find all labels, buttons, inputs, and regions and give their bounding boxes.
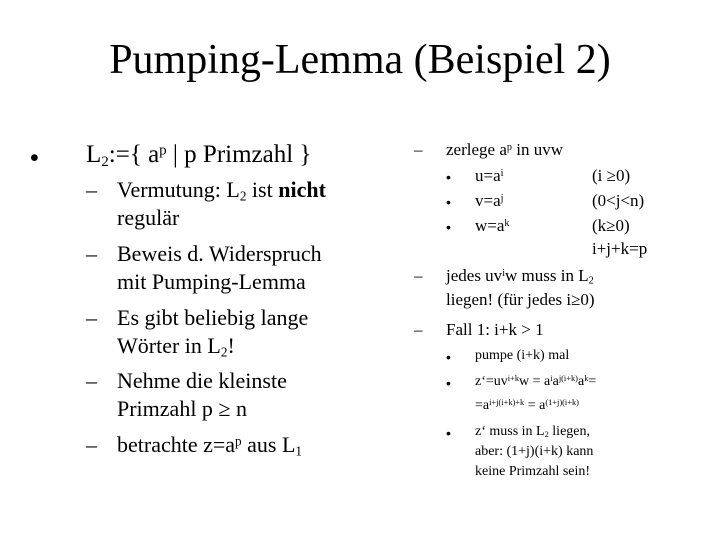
dash-marker: –	[414, 320, 423, 339]
bold-text: nicht	[278, 177, 326, 202]
def-u	[475, 166, 503, 186]
left-item-vermutung	[117, 177, 326, 203]
left-item-betrachte	[117, 432, 302, 458]
text: Vermutung: L	[117, 177, 240, 202]
text: aus L	[241, 432, 296, 457]
text: liegen,	[548, 424, 591, 439]
level3-bullet: •	[446, 425, 451, 441]
subscript: 1	[295, 443, 302, 459]
text: a	[552, 374, 559, 389]
text: betrachte z=a	[117, 432, 236, 457]
left-item-beweis: Beweis d. Widerspruch	[117, 241, 322, 266]
dash-marker: –	[86, 368, 97, 393]
right-item-jedes-line2: liegen! (für jedes i≥0)	[446, 290, 595, 309]
right-item-zerlege	[446, 140, 563, 160]
sub-item-conclusion	[475, 423, 590, 441]
superscript: j	[500, 192, 504, 204]
text: in uvw	[511, 140, 563, 159]
text: !	[227, 333, 235, 358]
text: a	[577, 374, 585, 389]
superscript: i	[550, 373, 553, 383]
right-item-fall: Fall 1: i+k > 1	[446, 320, 544, 339]
text: w=a	[475, 216, 505, 235]
text: zerlege a	[446, 140, 507, 159]
sub-item-z-formula	[475, 373, 596, 391]
text: z‘ muss in L	[475, 424, 545, 439]
text: =	[588, 374, 597, 389]
dash-marker: –	[86, 305, 97, 330]
def-u-condition: (i ≥0)	[592, 166, 631, 185]
level3-bullet: •	[446, 194, 451, 210]
level3-bullet: •	[446, 219, 451, 235]
dash-marker: –	[86, 432, 97, 457]
level1-bullet: •	[30, 144, 39, 172]
text: jedes uv	[446, 266, 503, 285]
def-w	[475, 216, 510, 236]
text: u=a	[475, 166, 501, 185]
lang-mid: :={ a	[108, 141, 160, 168]
text: = a	[524, 398, 546, 413]
superscript: p	[235, 433, 242, 449]
sub-item-conclusion-line3: keine Primzahl sein!	[475, 464, 591, 479]
level3-bullet: •	[446, 375, 451, 391]
subscript: 2	[544, 430, 549, 440]
superscript: p	[506, 141, 512, 153]
left-item-nehme-line2: Primzahl p ≥ n	[117, 396, 248, 421]
text: =a	[475, 398, 490, 413]
level3-bullet: •	[446, 349, 451, 365]
left-item-beweis-line2: mit Pumping-Lemma	[117, 269, 306, 294]
subscript: 2	[588, 275, 594, 287]
text: ist	[246, 177, 279, 202]
superscript: i	[500, 167, 504, 179]
def-v	[475, 191, 503, 211]
superscript: (1+j)(i+k)	[545, 397, 579, 407]
superscript: i+j(i+k)+k	[489, 397, 525, 407]
left-item-vermutung-line2: regulär	[117, 205, 180, 230]
def-w-condition: (k≥0)	[592, 216, 630, 235]
text: z‘=uv	[475, 374, 508, 389]
dash-marker: –	[414, 140, 423, 159]
text: w = a	[519, 374, 551, 389]
lang-subscript: 2	[101, 153, 109, 170]
lang-suffix: | p Primzahl }	[166, 141, 312, 168]
superscript: i+k	[507, 373, 520, 383]
language-definition	[86, 140, 311, 170]
text: Wörter in L	[117, 333, 221, 358]
text: w muss in L	[505, 266, 589, 285]
right-item-jedes	[446, 266, 594, 286]
slide-title: Pumping-Lemma (Beispiel 2)	[109, 37, 611, 83]
sub-item-z-formula-line2	[475, 397, 579, 415]
left-item-es-gibt-line2	[117, 333, 235, 359]
lang-superscript: p	[159, 142, 167, 159]
superscript: k	[504, 217, 510, 229]
left-item-nehme: Nehme die kleinste	[117, 368, 287, 393]
level3-bullet: •	[446, 169, 451, 185]
def-v-condition: (0<j<n)	[592, 191, 645, 210]
sub-item-pumpe: pumpe (i+k) mal	[475, 348, 570, 363]
superscript: k	[584, 373, 589, 383]
dash-marker: –	[86, 177, 97, 202]
text: v=a	[475, 191, 501, 210]
lang-prefix: L	[86, 141, 102, 168]
def-sum: i+j+k=p	[592, 239, 648, 258]
superscript: i	[502, 267, 506, 279]
left-item-es-gibt: Es gibt beliebig lange	[117, 305, 309, 330]
subscript: 2	[239, 188, 247, 204]
dash-marker: –	[86, 241, 97, 266]
superscript: j(i+k)	[558, 373, 578, 383]
dash-marker: –	[414, 266, 423, 285]
subscript: 2	[220, 344, 228, 360]
sub-item-conclusion-line2: aber: (1+j)(i+k) kann	[475, 444, 594, 459]
